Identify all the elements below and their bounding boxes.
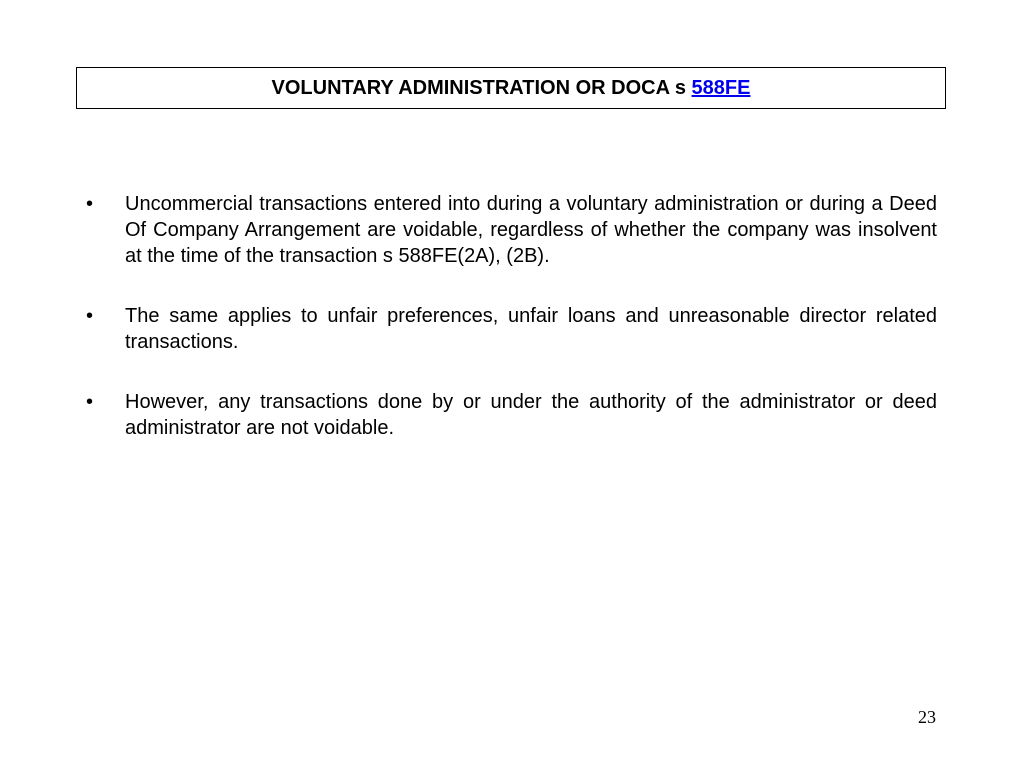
bullet-item [86, 191, 937, 269]
bullet-icon: • [86, 391, 94, 413]
page-number: 23 [918, 707, 936, 727]
bullet-text: However, any transactions done by or under the authority of the administrator or deed administrator are not voidable. [125, 391, 937, 439]
slide-title [272, 77, 751, 100]
slide-title-box [76, 67, 946, 109]
bullet-text: Uncommercial transactions entered into during a voluntary administration or during a Deed Of Company Arrangement are voidable, regardless of whether the company was insolvent at the time of the transaction s 588FE(2A), (2B). [125, 193, 937, 267]
section-588fe-link[interactable]: 588FE [691, 76, 751, 99]
bullet-icon: • [86, 305, 94, 327]
bullet-text: The same applies to unfair preferences, unfair loans and unreasonable director related transactions. [125, 305, 937, 353]
bullet-item [86, 303, 937, 355]
bullet-item [86, 389, 937, 441]
slide-title-text: VOLUNTARY ADMINISTRATION OR DOCA s [271, 76, 692, 99]
bullet-list [86, 191, 937, 475]
bullet-icon: • [86, 193, 94, 215]
